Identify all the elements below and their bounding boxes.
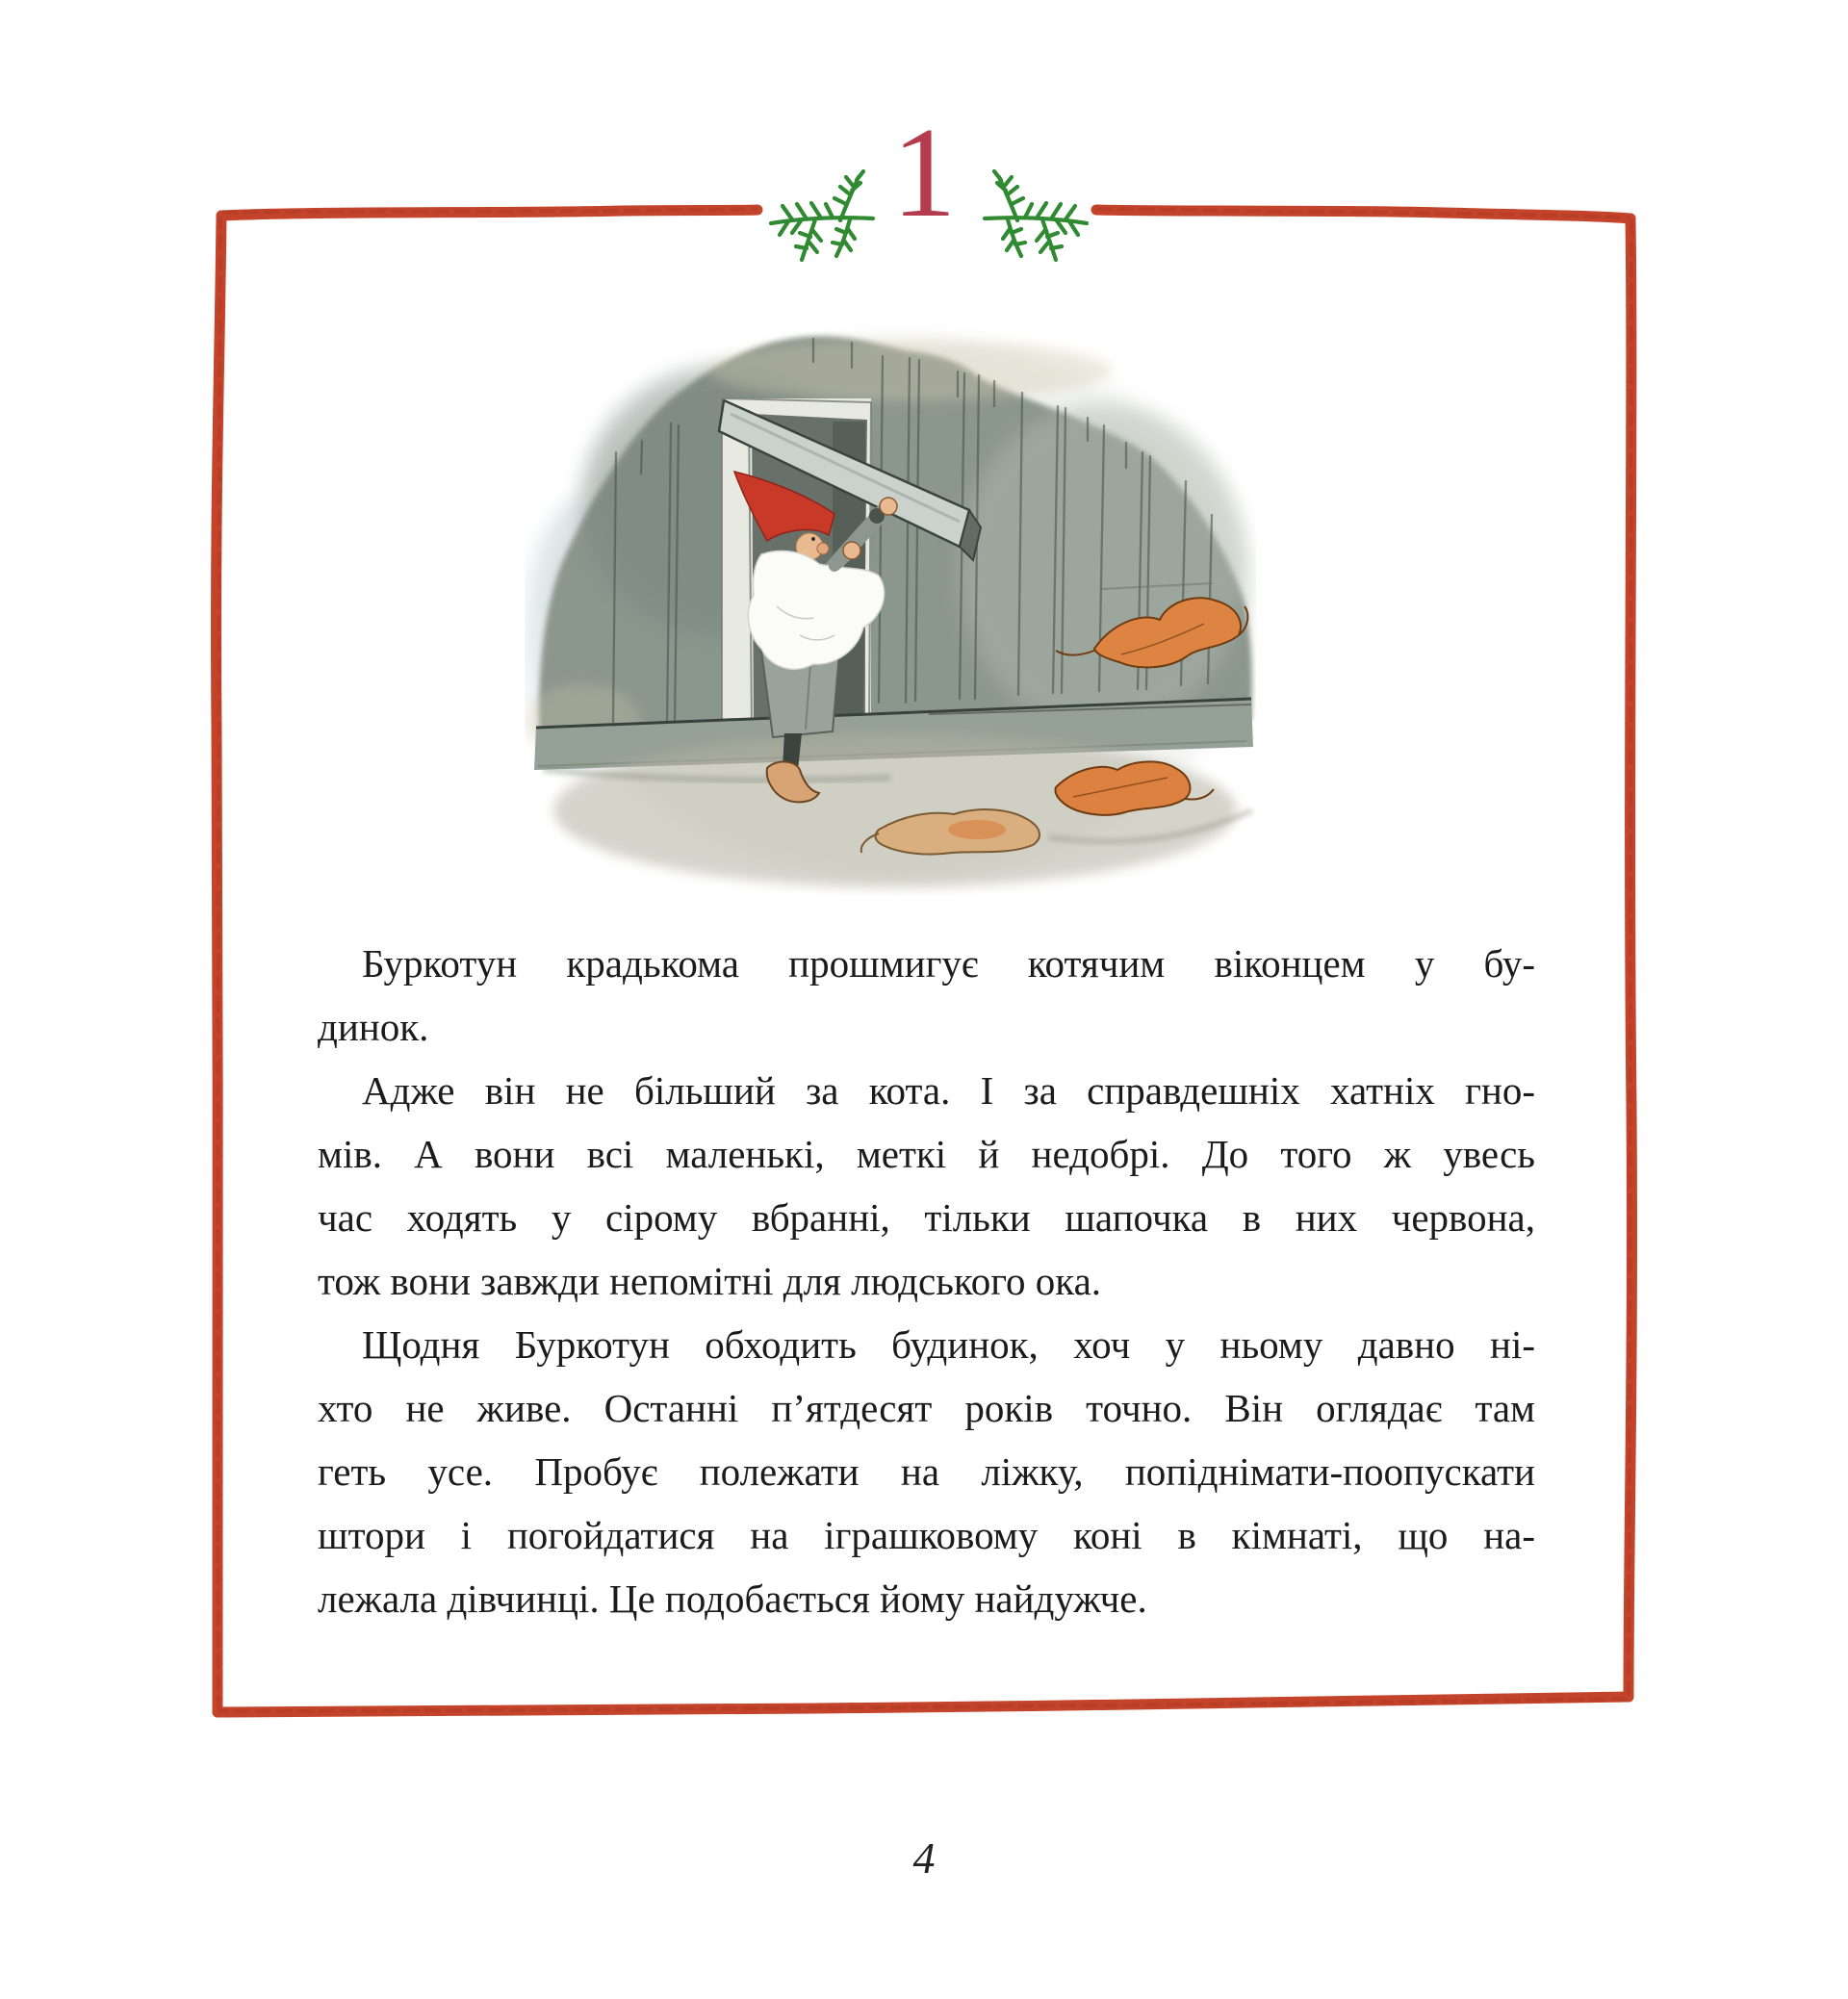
text-line: тож вони завжди непомітні для людського ока. xyxy=(318,1259,1102,1303)
text-line: штори і погойдатися на іграшковому коні в кімнаті, що на- xyxy=(318,1513,1535,1557)
text-line: мів. А вони всі маленькі, меткі й недобрі. До того ж увесь xyxy=(318,1132,1535,1176)
text-line: Буркотун крадькома прошмигує котячим віконцем у бу- xyxy=(362,941,1535,986)
chapter-number: 1 xyxy=(891,101,957,243)
chapter-ornament xyxy=(765,164,1092,269)
text-line: геть усе. Пробує полежати на ліжку, попіднімати-поопускати xyxy=(318,1449,1535,1494)
gnome-illustration xyxy=(525,318,1256,895)
text-line: Адже він не більший за кота. І за справдешніх хатніх гно- xyxy=(362,1068,1535,1113)
text-line: час ходять у сірому вбранні, тільки шапочка в них червона, xyxy=(318,1195,1535,1240)
fir-sprig-left-icon xyxy=(771,171,873,260)
gnome-hand xyxy=(880,498,897,515)
text-line: хто не живе. Останні п’ятдесят років точно. Він оглядає там xyxy=(318,1386,1535,1430)
gnome-nose xyxy=(817,543,829,554)
text-line: динок. xyxy=(318,1005,429,1049)
fir-sprig-right-icon xyxy=(985,171,1087,260)
page-number: 4 xyxy=(912,1833,936,1883)
text-line: лежала дівчинці. Це подобається йому найдужче. xyxy=(318,1576,1147,1621)
text-line: Щодня Буркотун обходить будинок, хоч у ньому давно ні- xyxy=(362,1322,1535,1367)
text-block xyxy=(318,932,1535,1630)
